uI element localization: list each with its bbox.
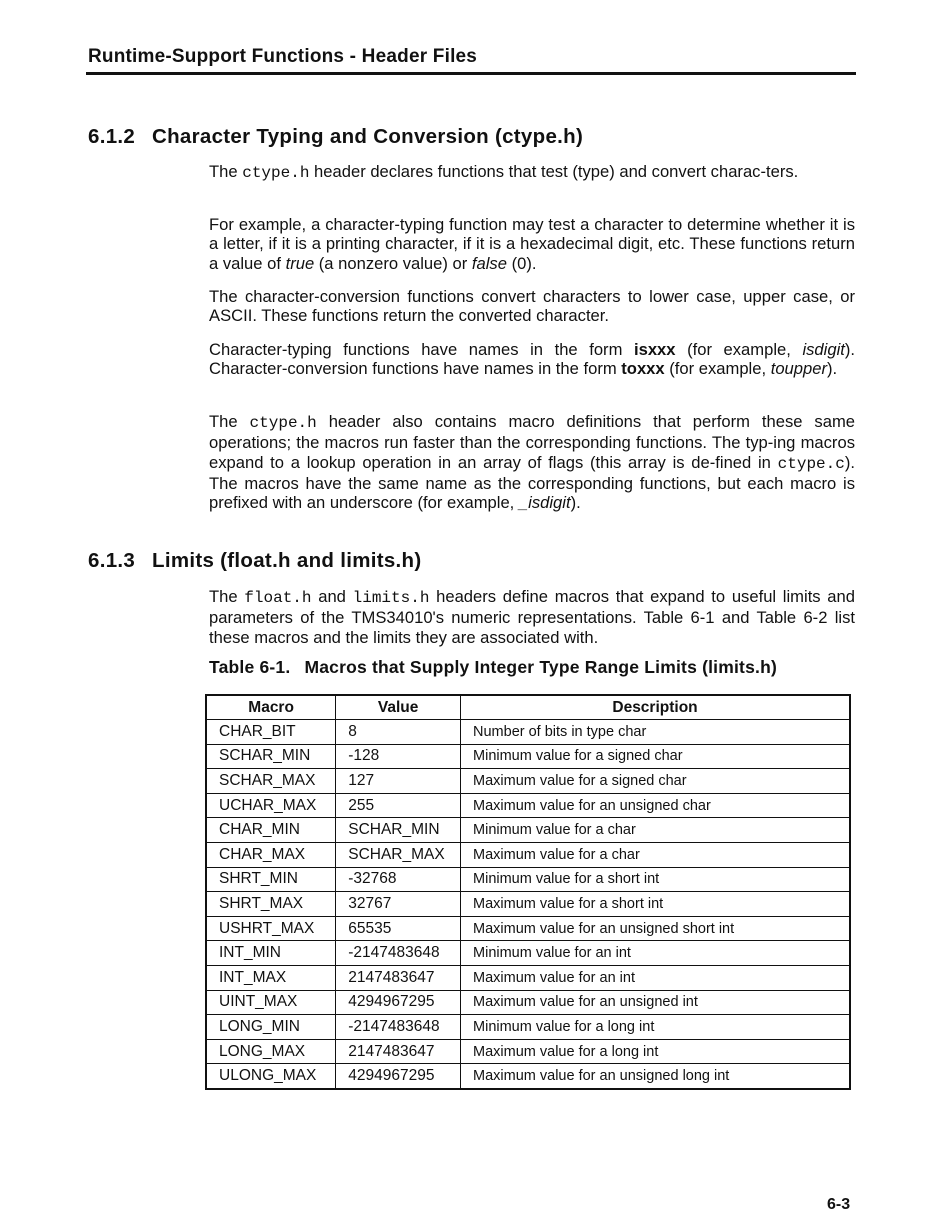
- column-header-macro: Macro: [206, 695, 336, 720]
- description-cell: Minimum value for an int: [461, 941, 850, 966]
- term-toxxx: toxxx: [621, 359, 665, 379]
- macro-cell: CHAR_MAX: [206, 843, 336, 868]
- description-cell: Minimum value for a char: [461, 818, 850, 843]
- table-row: [206, 867, 850, 892]
- macro-cell: CHAR_BIT: [206, 720, 336, 745]
- macro-cell: SHRT_MAX: [206, 892, 336, 917]
- paragraph-naming: Character-typing functions have names in the form isxxx (for example, isdigit). Character-conversion functions have names in the form toxxx (for example, toupper).: [209, 340, 856, 379]
- code-ctype-c: ctype.c: [777, 454, 845, 473]
- table-row: [206, 744, 850, 769]
- value-cell: 65535: [336, 916, 461, 941]
- description-cell: Number of bits in type char: [461, 720, 850, 745]
- table-row: [206, 966, 850, 991]
- value-cell: 32767: [336, 892, 461, 917]
- value-cell: 2147483647: [336, 1039, 461, 1064]
- code-limits-h: limits.h: [352, 589, 430, 607]
- macro-cell: INT_MIN: [206, 941, 336, 966]
- macro-cell: SCHAR_MAX: [206, 769, 336, 794]
- macro-cell: SCHAR_MIN: [206, 744, 336, 769]
- term-toupper: toupper: [770, 359, 827, 379]
- macro-cell: UCHAR_MAX: [206, 793, 336, 818]
- macro-cell: INT_MAX: [206, 966, 336, 991]
- value-cell: 255: [336, 793, 461, 818]
- term-isdigit: isdigit: [802, 340, 845, 359]
- section-heading-6-1-2: [88, 125, 583, 149]
- table-title: Macros that Supply Integer Type Range Limits (limits.h): [304, 657, 777, 677]
- code-float-h: float.h: [244, 589, 312, 607]
- description-cell: Maximum value for a char: [461, 843, 850, 868]
- value-cell: 8: [336, 720, 461, 745]
- term-true: true: [285, 253, 315, 273]
- table-header-row: [206, 695, 850, 720]
- value-cell: SCHAR_MIN: [336, 818, 461, 843]
- description-cell: Maximum value for an int: [461, 966, 850, 991]
- macro-cell: ULONG_MAX: [206, 1064, 336, 1089]
- description-cell: Minimum value for a signed char: [461, 744, 850, 769]
- running-header-title: Runtime-Support Functions - Header Files: [88, 46, 478, 67]
- table-row: [206, 1064, 850, 1089]
- description-cell: Minimum value for a long int: [461, 1015, 850, 1040]
- description-cell: Maximum value for a long int: [461, 1039, 850, 1064]
- table-caption: [209, 657, 777, 678]
- term-false: false: [471, 253, 507, 273]
- term-underscore-isdigit: _isdigit: [518, 493, 571, 513]
- value-cell: -2147483648: [336, 1015, 461, 1040]
- macro-cell: UINT_MAX: [206, 990, 336, 1015]
- paragraph-ctype-intro: The ctype.h header declares functions that test (type) and convert charac-ters.: [209, 162, 799, 182]
- description-cell: Minimum value for a short int: [461, 867, 850, 892]
- value-cell: -32768: [336, 867, 461, 892]
- description-cell: Maximum value for an unsigned long int: [461, 1064, 850, 1089]
- table-row: [206, 892, 850, 917]
- macro-cell: LONG_MIN: [206, 1015, 336, 1040]
- table-row: [206, 1015, 850, 1040]
- value-cell: SCHAR_MAX: [336, 843, 461, 868]
- paragraph-typing-example: For example, a character-typing function may test a character to determine whether it is a letter, if it is a printing character, if it is a hexadecimal digit, etc. These functions return a value of true (a nonzero value) or false (0).: [209, 215, 855, 273]
- table-row: [206, 793, 850, 818]
- paragraph-limits-intro: The float.h and limits.h headers define macros that expand to useful limits and parameters of the TMS34010's numeric representations. Table 6-1 and Table 6-2 list these macros and the limits they are associated with.: [209, 587, 855, 647]
- table-label: Table 6-1.: [209, 657, 291, 677]
- paragraph-conversion: The character-conversion functions convert characters to lower case, upper case, or ASCII. These functions return the converted character.: [209, 287, 855, 326]
- value-cell: 2147483647: [336, 966, 461, 991]
- section-number: 6.1.3: [88, 549, 136, 572]
- macro-cell: SHRT_MIN: [206, 867, 336, 892]
- description-cell: Maximum value for an unsigned char: [461, 793, 850, 818]
- table-row: [206, 916, 850, 941]
- description-cell: Maximum value for a signed char: [461, 769, 850, 794]
- macro-cell: LONG_MAX: [206, 1039, 336, 1064]
- table-row: [206, 818, 850, 843]
- section-title: Character Typing and Conversion (ctype.h): [152, 125, 584, 148]
- code-ctype-h: ctype.h: [242, 164, 310, 182]
- table-row: [206, 769, 850, 794]
- column-header-value: Value: [336, 695, 461, 720]
- value-cell: 4294967295: [336, 1064, 461, 1089]
- macro-cell: CHAR_MIN: [206, 818, 336, 843]
- value-cell: -128: [336, 744, 461, 769]
- table-row: [206, 720, 850, 745]
- table-row: [206, 843, 850, 868]
- term-isxxx: isxxx: [633, 340, 676, 359]
- section-heading-6-1-3: [88, 549, 422, 573]
- value-cell: -2147483648: [336, 941, 461, 966]
- paragraph-macros: The ctype.h header also contains macro definitions that perform these same operations; the macros run faster than the corresponding functions. The typ-ing macros expand to a lookup operation in an array of flags (this array is de-fined in ctype.c). The macros have the same name as the corresponding functions, but each macro is prefixed with an underscore (for example, _isdigit).: [209, 412, 855, 513]
- limits-table: [205, 694, 851, 1090]
- page-number: 6-3: [827, 1196, 851, 1213]
- value-cell: 127: [336, 769, 461, 794]
- code-ctype-h: ctype.h: [249, 414, 317, 432]
- table-row: [206, 990, 850, 1015]
- table-row: [206, 1039, 850, 1064]
- table-row: [206, 941, 850, 966]
- section-title: Limits (float.h and limits.h): [152, 549, 422, 572]
- description-cell: Maximum value for a short int: [461, 892, 850, 917]
- header-rule: [86, 72, 856, 75]
- section-number: 6.1.2: [88, 125, 136, 148]
- macro-cell: USHRT_MAX: [206, 916, 336, 941]
- description-cell: Maximum value for an unsigned short int: [461, 916, 850, 941]
- column-header-description: Description: [461, 695, 850, 720]
- description-cell: Maximum value for an unsigned int: [461, 990, 850, 1015]
- value-cell: 4294967295: [336, 990, 461, 1015]
